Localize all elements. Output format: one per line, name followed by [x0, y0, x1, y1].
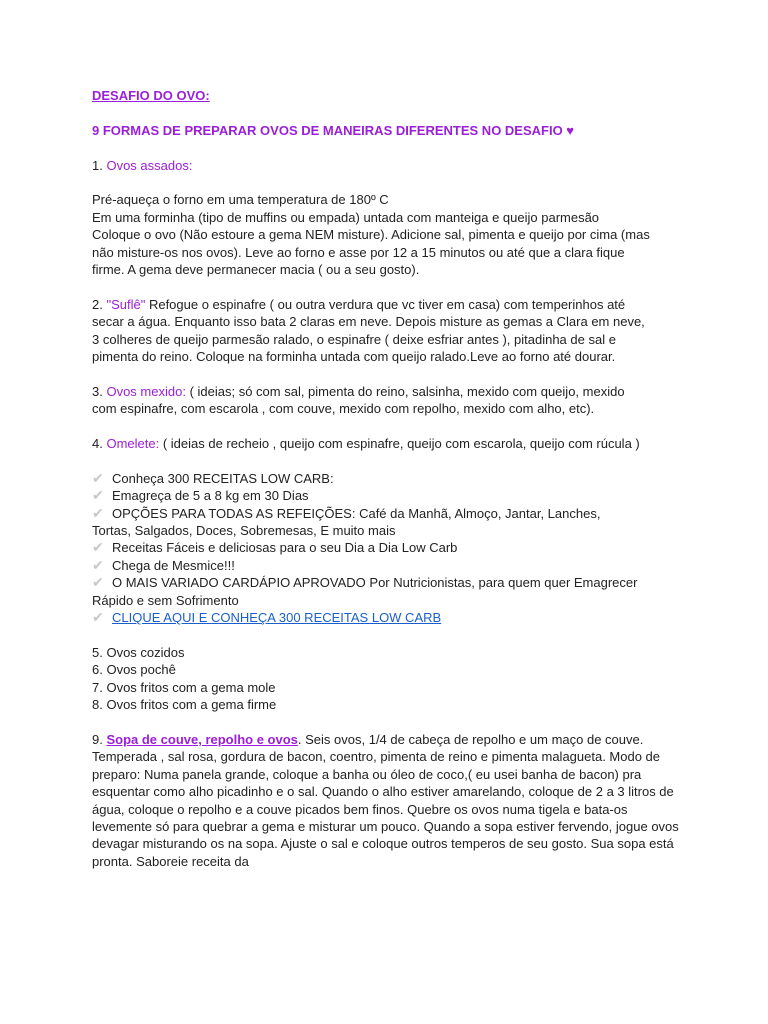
checkmark-icon: ✔ [92, 556, 104, 573]
section-number: 4. [92, 436, 107, 452]
checklist-item: ✔ O MAIS VARIADO CARDÁPIO APROVADO Por Nutricionistas, para quem quer Emagrecer [92, 574, 638, 591]
paragraph-line: Temperada , sal rosa, gordura de bacon, coentro, pimenta de reino e pimenta malagueta. Modo de [92, 749, 661, 765]
paragraph-line: Em uma forminha (tipo de muffins ou empada) untada com manteiga e queijo parmesão [92, 209, 600, 225]
checklist-item: ✔ Receitas Fáceis e deliciosas para o seu Dia a Dia Low Carb [92, 539, 458, 556]
list-item: 8. Ovos fritos com a gema firme [92, 697, 277, 713]
section-4 [92, 435, 692, 452]
checklist-item: ✔ Emagreça de 5 a 8 kg em 30 Dias [92, 487, 309, 504]
paragraph-line: com espinafre, com escarola , com couve, mexido com repolho, mexido com alho, etc). [92, 401, 595, 417]
section-title: "Suflê" [106, 296, 146, 312]
low-carb-recipes-link[interactable]: CLIQUE AQUI E CONHEÇA 300 RECEITAS LOW CARB [112, 610, 442, 626]
paragraph-text: Refogue o espinafre ( ou outra verdura que vc tiver em casa) com temperinhos até [145, 296, 626, 312]
checklist-item-continued: Rápido e sem Sofrimento [92, 592, 239, 608]
section-3 [92, 383, 692, 418]
promo-checklist [92, 470, 692, 627]
checkmark-icon: ✔ [92, 487, 104, 504]
section-title: Omelete: [106, 436, 160, 452]
paragraph-line: pimenta do reino. Coloque na forminha untada com queijo ralado.Leve ao forno até dourar. [92, 349, 616, 365]
checkmark-icon: ✔ [92, 539, 104, 556]
paragraph-line: Coloque o ovo (Não estoure a gema NEM misture). Adicione sal, pimenta e queijo por cima (mas [92, 227, 650, 243]
paragraph-line: 3 colheres de queijo parmesão ralado, o espinafre ( deixe esfriar antes ), pitadinha de sal e [92, 331, 616, 347]
paragraph-line: secar a água. Enquanto isso bata 2 claras em neve. Depois misture as gemas a Clara em neve, [92, 314, 645, 330]
recipe-list [92, 644, 692, 714]
section-title: Ovos mexido: [106, 383, 186, 399]
list-item: 6. Ovos pochê [92, 662, 176, 678]
paragraph-line: levemente só para quebrar a gema e misturar um pouco. Quando a sopa estiver fervendo, jogue ovos [92, 818, 679, 834]
paragraph-line: água, coloque o repolho e a couve picados bem finos. Quebre os ovos numa tigela e bata-os [92, 801, 628, 817]
checkmark-icon: ✔ [92, 469, 104, 486]
section-number: 2. [92, 296, 107, 312]
paragraph-line: não misture-os nos ovos). Leve ao forno e asse por 12 a 15 minutos ou até que a clara fique [92, 244, 625, 260]
checkmark-icon: ✔ [92, 574, 104, 591]
section-2 [92, 296, 692, 366]
document-body [92, 87, 692, 870]
paragraph-text: . Seis ovos, 1/4 de cabeça de repolho e um maço de couve. [297, 731, 644, 747]
paragraph-text: ( ideias; só com sal, pimenta do reino, salsinha, mexido com queijo, mexido [185, 383, 625, 399]
section-9 [92, 731, 692, 870]
paragraph-line: esquentar como alho picadinho e o sal. Quando o alho estiver amarelando, coloque de 2 a 3 litros de [92, 784, 674, 800]
checklist-item [92, 609, 692, 626]
document-title: DESAFIO DO OVO: [92, 88, 210, 103]
paragraph-text: ( ideias de recheio , queijo com espinafre, queijo com escarola, queijo com rúcula ) [159, 436, 640, 452]
checkmark-icon: ✔ [92, 609, 104, 626]
paragraph-line: devagar misturando os na sopa. Ajuste o sal e coloque outros temperos de seu gosto. Sua sopa está [92, 836, 674, 852]
list-item: 5. Ovos cozidos [92, 644, 185, 660]
list-item: 7. Ovos fritos com a gema mole [92, 679, 276, 695]
checklist-item-continued: Tortas, Salgados, Doces, Sobremesas, E muito mais [92, 523, 396, 539]
section-number: 1. [92, 157, 107, 173]
section-1 [92, 157, 692, 279]
checklist-item: ✔ Chega de Mesmice!!! [92, 556, 235, 573]
paragraph-line: pronta. Saboreie receita da [92, 853, 249, 869]
document-headline: 9 FORMAS DE PREPARAR OVOS DE MANEIRAS DIFERENTES NO DESAFIO ♥ [92, 122, 575, 138]
paragraph-line: firme. A gema deve permanecer macia ( ou a seu gosto). [92, 262, 420, 278]
paragraph-line: Pré-aqueça o forno em uma temperatura de 180º C [92, 192, 389, 208]
section-number: 3. [92, 383, 107, 399]
checklist-item: ✔ Conheça 300 RECEITAS LOW CARB: [92, 469, 334, 486]
paragraph-line: preparo: Numa panela grande, coloque a banha ou óleo de coco,( eu usei banha de bacon) pra [92, 766, 642, 782]
checkmark-icon: ✔ [92, 504, 104, 521]
soup-recipe-link[interactable]: Sopa de couve, repolho e ovos [106, 731, 298, 747]
section-number: 9. [92, 731, 107, 747]
checklist-item: ✔ OPÇÕES PARA TODAS AS REFEIÇÕES: Café da Manhã, Almoço, Jantar, Lanches, [92, 504, 601, 521]
section-title: Ovos assados: [106, 157, 193, 173]
